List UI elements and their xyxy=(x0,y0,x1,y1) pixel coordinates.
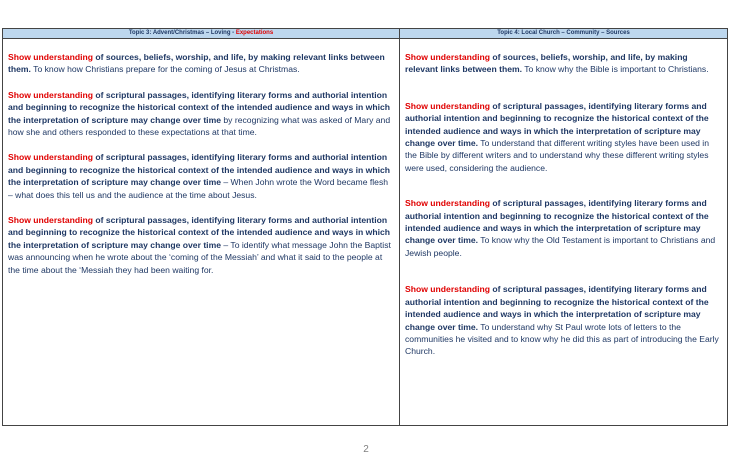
objective-bold-text: of scriptural passages, identifying literary forms and authorial intention and beginning to recognize the historical context of the intended audience and ways in which the interpretation of scripture may change over time. xyxy=(405,284,709,332)
topic-3-header-highlight: Expectations xyxy=(235,30,274,36)
show-understanding-label: Show understanding xyxy=(8,152,93,163)
objective-bold-text: of sources, beliefs, worship, and life, by making relevant links between them. xyxy=(405,52,688,75)
objective-paragraph xyxy=(405,100,723,174)
show-understanding-label: Show understanding xyxy=(405,52,490,62)
show-understanding-label: Show understanding xyxy=(8,52,93,62)
topic-3-column xyxy=(3,29,400,425)
show-understanding-label: Show understanding xyxy=(405,198,490,209)
objective-text: To know how Christians prepare for the coming of Jesus at Christmas. xyxy=(30,64,300,75)
objective-paragraph xyxy=(8,214,395,276)
objective-text: To understand why St Paul wrote lots of letters to the communities he visited and to know why he did this as part of introducing the Early Church. xyxy=(405,321,719,357)
objective-bold-text: of scriptural passages, identifying literary forms and authorial intention and beginning to recognize the historical context of the intended audience and ways in which the interpretation of scripture may change over time xyxy=(8,89,390,125)
objective-bold-text: of scriptural passages, identifying literary forms and authorial intention and beginning to recognize the historical context of the intended audience and ways in which the interpretation of scripture may change over time xyxy=(8,152,390,188)
objective-text: – To identify what message John the Baptist was announcing when he wrote about the ‘coming of the Messiah’ and what it said to the people at the time about the ‘Messiah they had been waiting for. xyxy=(8,239,391,275)
objective-text: by recognizing what was asked of Mary and how she and others responded to these expectations at that time. xyxy=(8,114,391,138)
objective-text: To know why the Bible is important to Christians. xyxy=(522,64,709,75)
show-understanding-label: Show understanding xyxy=(8,89,93,100)
objective-paragraph xyxy=(405,197,723,259)
topic-4-header-text: Topic 4: Local Church – Community – Sources xyxy=(497,30,630,36)
curriculum-table xyxy=(2,28,728,426)
objective-bold-text: of scriptural passages, identifying literary forms and authorial intention and beginning to recognize the historical context of the intended audience and ways in which the interpretation of scripture may change over time xyxy=(8,215,390,250)
objective-bold-text: of sources, beliefs, worship, and life, by making relevant links between them. xyxy=(8,52,385,75)
topic-3-header-text: Topic 3: Advent/Christmas – Loving - xyxy=(128,30,236,36)
topic-4-column xyxy=(400,29,727,425)
objective-paragraph xyxy=(8,89,395,139)
objective-text: To know why the Old Testament is important to Christians and Jewish people. xyxy=(405,235,716,258)
objective-text: – When John wrote the Word became flesh – what does this tell us and the audience at the time about Jesus. xyxy=(8,177,389,200)
objective-paragraph xyxy=(8,51,395,76)
show-understanding-label: Show understanding xyxy=(405,284,490,295)
show-understanding-label: Show understanding xyxy=(8,215,93,226)
objective-paragraph xyxy=(8,151,395,201)
objective-bold-text: of scriptural passages, identifying literary forms and authorial intention and beginning to recognize the historical context of the intended audience and ways in which the interpretation of scripture may change over time. xyxy=(405,100,709,149)
objective-paragraph xyxy=(405,51,723,76)
show-understanding-label: Show understanding xyxy=(405,100,490,111)
objective-bold-text: of scriptural passages, identifying literary forms and authorial intention and beginning to recognize the historical context of the intended audience and ways in which the interpretation of scripture may change over time. xyxy=(405,198,709,246)
page-number: 2 xyxy=(363,444,369,455)
topic-4-header xyxy=(400,29,727,39)
objective-text: To understand that different writing styles have been used in the Bible by different writers and to understand why these different writing styles were used, considering the audience. xyxy=(405,138,709,173)
topic-3-header xyxy=(3,29,399,39)
objective-paragraph xyxy=(405,283,723,357)
